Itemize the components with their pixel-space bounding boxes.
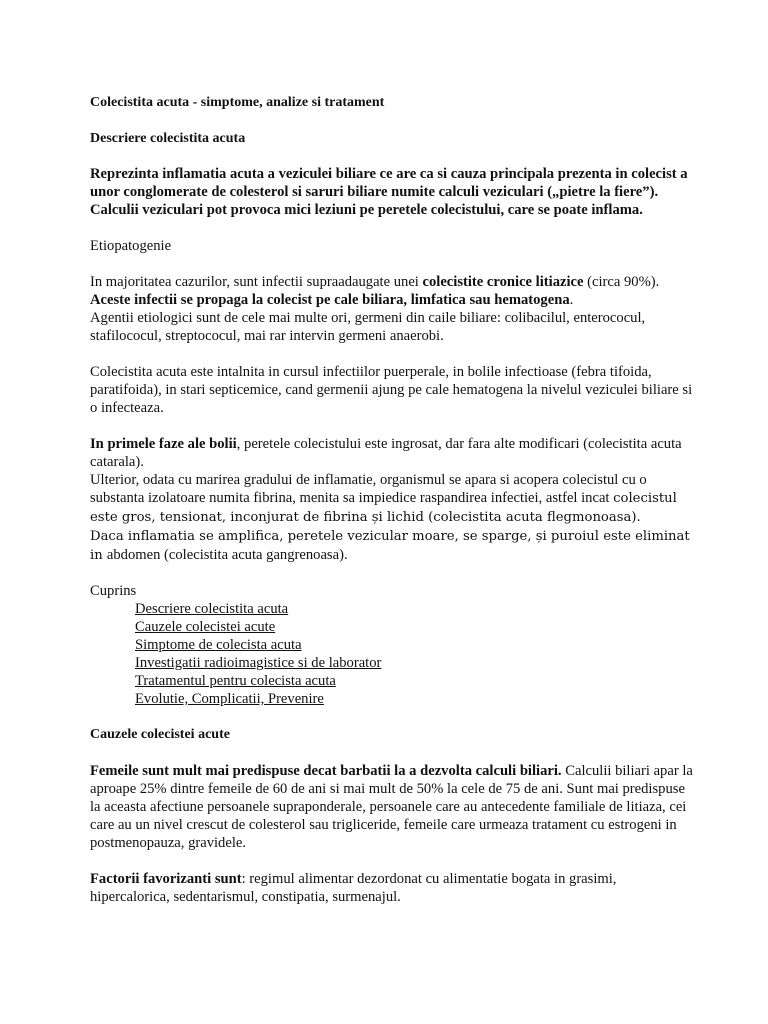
progression-text-2: colecistul este gros, tensionat, inconjurat de fibrina și lichid (colecistita acuta flegmonoasa). [90,491,677,525]
toc-link-description[interactable]: Descriere colecistita acuta [135,601,289,617]
factors-bold: Factorii favorizanti sunt [90,871,242,887]
factors-text: : regimul alimentar dezordonat cu alimentatie bogata in grasimi, hipercalorica, sedentarismul, constipatia, surmenajul. [90,871,617,905]
causes-bold: Femeile sunt mult mai predispuse decat barbatii la a dezvolta calculi biliari. [90,763,562,779]
toc-item [135,672,698,690]
phases-paragraph [90,435,698,471]
gangrene-paragraph [90,527,698,565]
toc-item [135,690,698,708]
etiology-text-3: . [569,292,574,308]
section-heading-causes: Cauzele colecistei acute [90,727,230,742]
toc-label: Cuprins [90,583,137,599]
etiology-paragraph [90,273,698,309]
toc-link-evolution[interactable]: Evolutie, Complicatii, Prevenire [135,691,324,707]
etiology-bold-2: Aceste infectii se propaga la colecist pe cale biliara, limfatica sau hematogena [90,292,570,308]
etiology-bold-1: colecistite cronice litiazice [422,274,584,290]
document-title: Colecistita acuta - simptome, analize si tratament [90,95,385,110]
factors-paragraph [90,870,698,906]
section-heading-description: Descriere colecistita acuta [90,131,246,146]
toc-link-symptoms[interactable]: Simptome de colecista acuta [135,637,302,653]
intro-paragraph: Reprezinta inflamatia acuta a veziculei biliare ce are ca si cauza principala prezenta in colecist a unor conglomerate de colesterol si saruri biliare numite calculi veziculari („pietre la fiere”). Calculii veziculari pot provoca mici leziuni pe peretele colecistului, care se poate inflama. [90,166,688,218]
etiology-agents-paragraph: Agentii etiologici sunt de cele mai multe ori, germeni din caile biliare: colibacilul, enterococul, stafilococul, streptococul, mai rar intervin germeni anaerobi. [90,310,646,344]
etiology-heading: Etiopatogenie [90,238,172,254]
toc-link-treatment[interactable]: Tratamentul pentru colecista acuta [135,673,336,689]
causes-text: Calculii biliari apar la aproape 25% dintre femeile de 60 de ani si mai mult de 50% la cele de 75 de ani. Sunt mai predispuse la aceasta afectiune persoanele supraponderale, persoanele care au antecedente familiale de litiaza, cei care au un nivel crescut de colesterol sau trigliceride, femeile care urmeaza tratament cu estrogeni in postmenopauza, gravidele. [90,763,693,851]
etiology-text-1: In majoritatea cazurilor, sunt infectii supraadaugate unei [90,274,423,290]
progression-paragraph [90,471,698,527]
gangrene-text-2: abdomen (colecistita acuta gangrenoasa). [106,547,348,563]
phases-bold: In primele faze ale bolii [90,436,237,452]
table-of-contents [90,600,698,708]
causes-paragraph [90,762,698,852]
gangrene-text-1: Daca inflamatia se amplifica, peretele vezicular moare, se sparge, și puroiul este eliminat in [90,529,690,563]
occurrence-paragraph: Colecistita acuta este intalnita in cursul infectiilor puerperale, in bolile infectioase (febra tifoida, paratifoida), in stari septicemice, cand germenii ajung pe cale hematogena la nivelul veziculei biliare si o infecteaza. [90,364,693,416]
toc-item [135,636,698,654]
progression-text-1: Ulterior, odata cu marirea gradului de inflamatie, organismul se apara si acopera colecistul cu o substanta izolatoare numita fibrina, menita sa impiedice raspandirea infectiei, astfel incat [90,472,647,506]
toc-link-causes[interactable]: Cauzele colecistei acute [135,619,276,635]
toc-item [135,618,698,636]
toc-item [135,654,698,672]
toc-link-investigations[interactable]: Investigatii radioimagistice si de laborator [135,655,382,671]
toc-item [135,600,698,618]
etiology-text-2: (circa 90%). [583,274,660,290]
phases-text: , peretele colecistului este ingrosat, dar fara alte modificari (colecistita acuta catarala). [90,436,682,470]
